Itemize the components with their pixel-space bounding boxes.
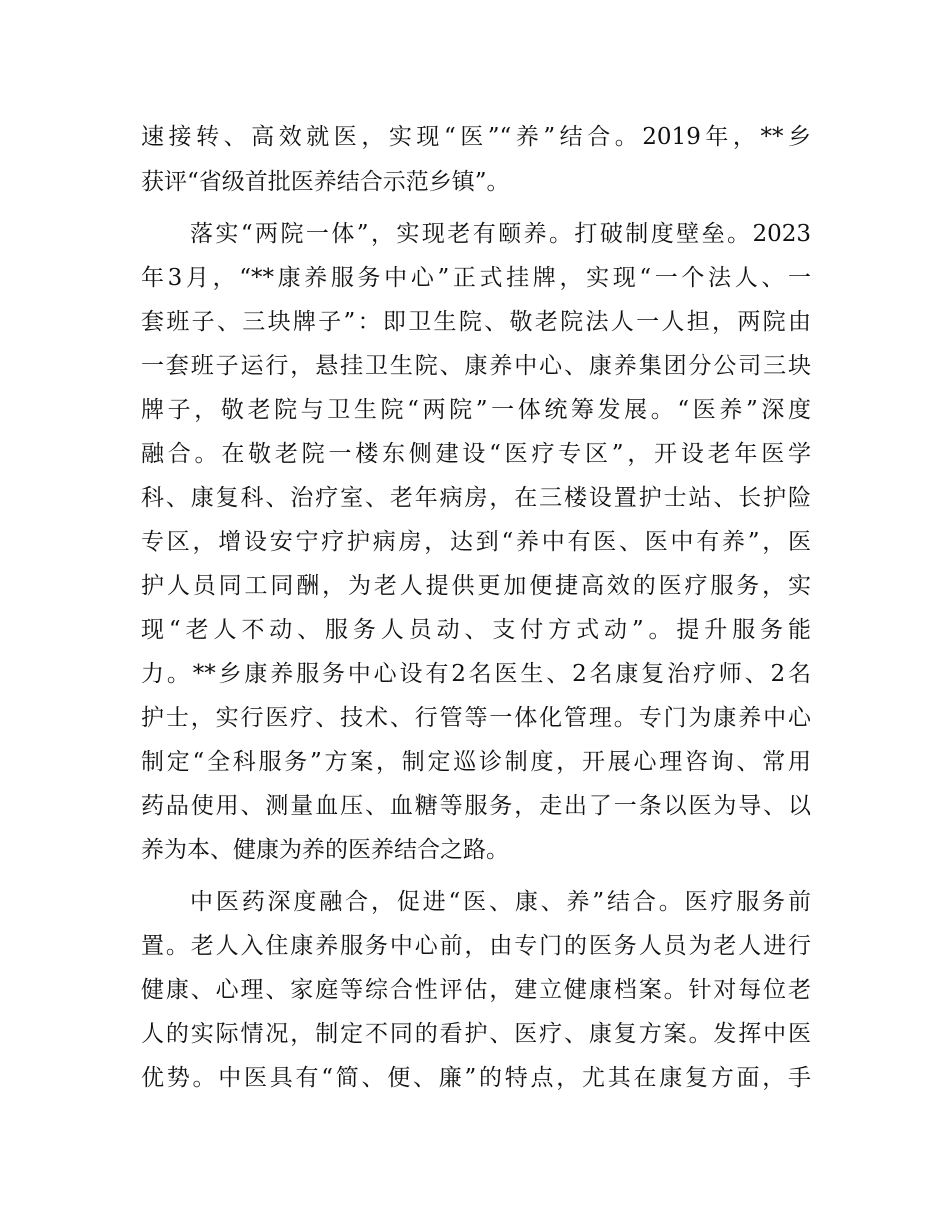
text-line: 套班子、三块牌子”：即卫生院、敬老院法人一人担，两院由 <box>141 309 811 335</box>
text-line: 牌子，敬老院与卫生院“两院”一体统筹发展。“医养”深度 <box>141 397 811 423</box>
text-line: 养为本、健康为养的医养结合之路。 <box>141 837 509 863</box>
text-line: 力。**乡康养服务中心设有2名医生、2名康复治疗师、2名 <box>141 661 811 687</box>
text-line: 一套班子运行，悬挂卫生院、康养中心、康养集团分公司三块 <box>141 353 811 379</box>
text-line: 获评“省级首批医养结合示范乡镇”。 <box>141 169 510 195</box>
text-line: 融合。在敬老院一楼东侧建设“医疗专区”，开设老年医学 <box>141 441 811 467</box>
text-line: 护人员同工同酬，为老人提供更加便捷高效的医疗服务，实 <box>141 573 811 599</box>
text-line: 专区，增设安宁疗护病房，达到“养中有医、医中有养”，医 <box>141 529 811 555</box>
text-line: 年3月，“**康养服务中心”正式挂牌，实现“一个法人、一 <box>141 265 811 291</box>
text-line: 制定“全科服务”方案，制定巡诊制度，开展心理咨询、常用 <box>141 749 811 775</box>
text-line: 速接转、高效就医，实现“医”“养”结合。2019年，**乡 <box>141 124 811 150</box>
text-line: 人的实际情况，制定不同的看护、医疗、康复方案。发挥中医 <box>141 1021 811 1047</box>
text-line: 科、康复科、治疗室、老年病房，在三楼设置护士站、长护险 <box>141 485 811 511</box>
paragraph-first-line: 落实“两院一体”，实现老有颐养。打破制度壁垒。2023 <box>190 221 811 247</box>
text-line: 现“老人不动、服务人员动、支付方式动”。提升服务能 <box>141 617 811 643</box>
text-line: 健康、心理、家庭等综合性评估，建立健康档案。针对每位老 <box>141 977 811 1003</box>
text-line: 优势。中医具有“简、便、廉”的特点，尤其在康复方面，手 <box>141 1065 811 1091</box>
paragraph-first-line: 中医药深度融合，促进“医、康、养”结合。医疗服务前 <box>190 889 811 915</box>
text-line: 药品使用、测量血压、血糖等服务，走出了一条以医为导、以 <box>141 793 811 819</box>
text-line: 护士，实行医疗、技术、行管等一体化管理。专门为康养中心 <box>141 705 811 731</box>
text-line: 置。老人入住康养服务中心前，由专门的医务人员为老人进行 <box>141 933 811 959</box>
